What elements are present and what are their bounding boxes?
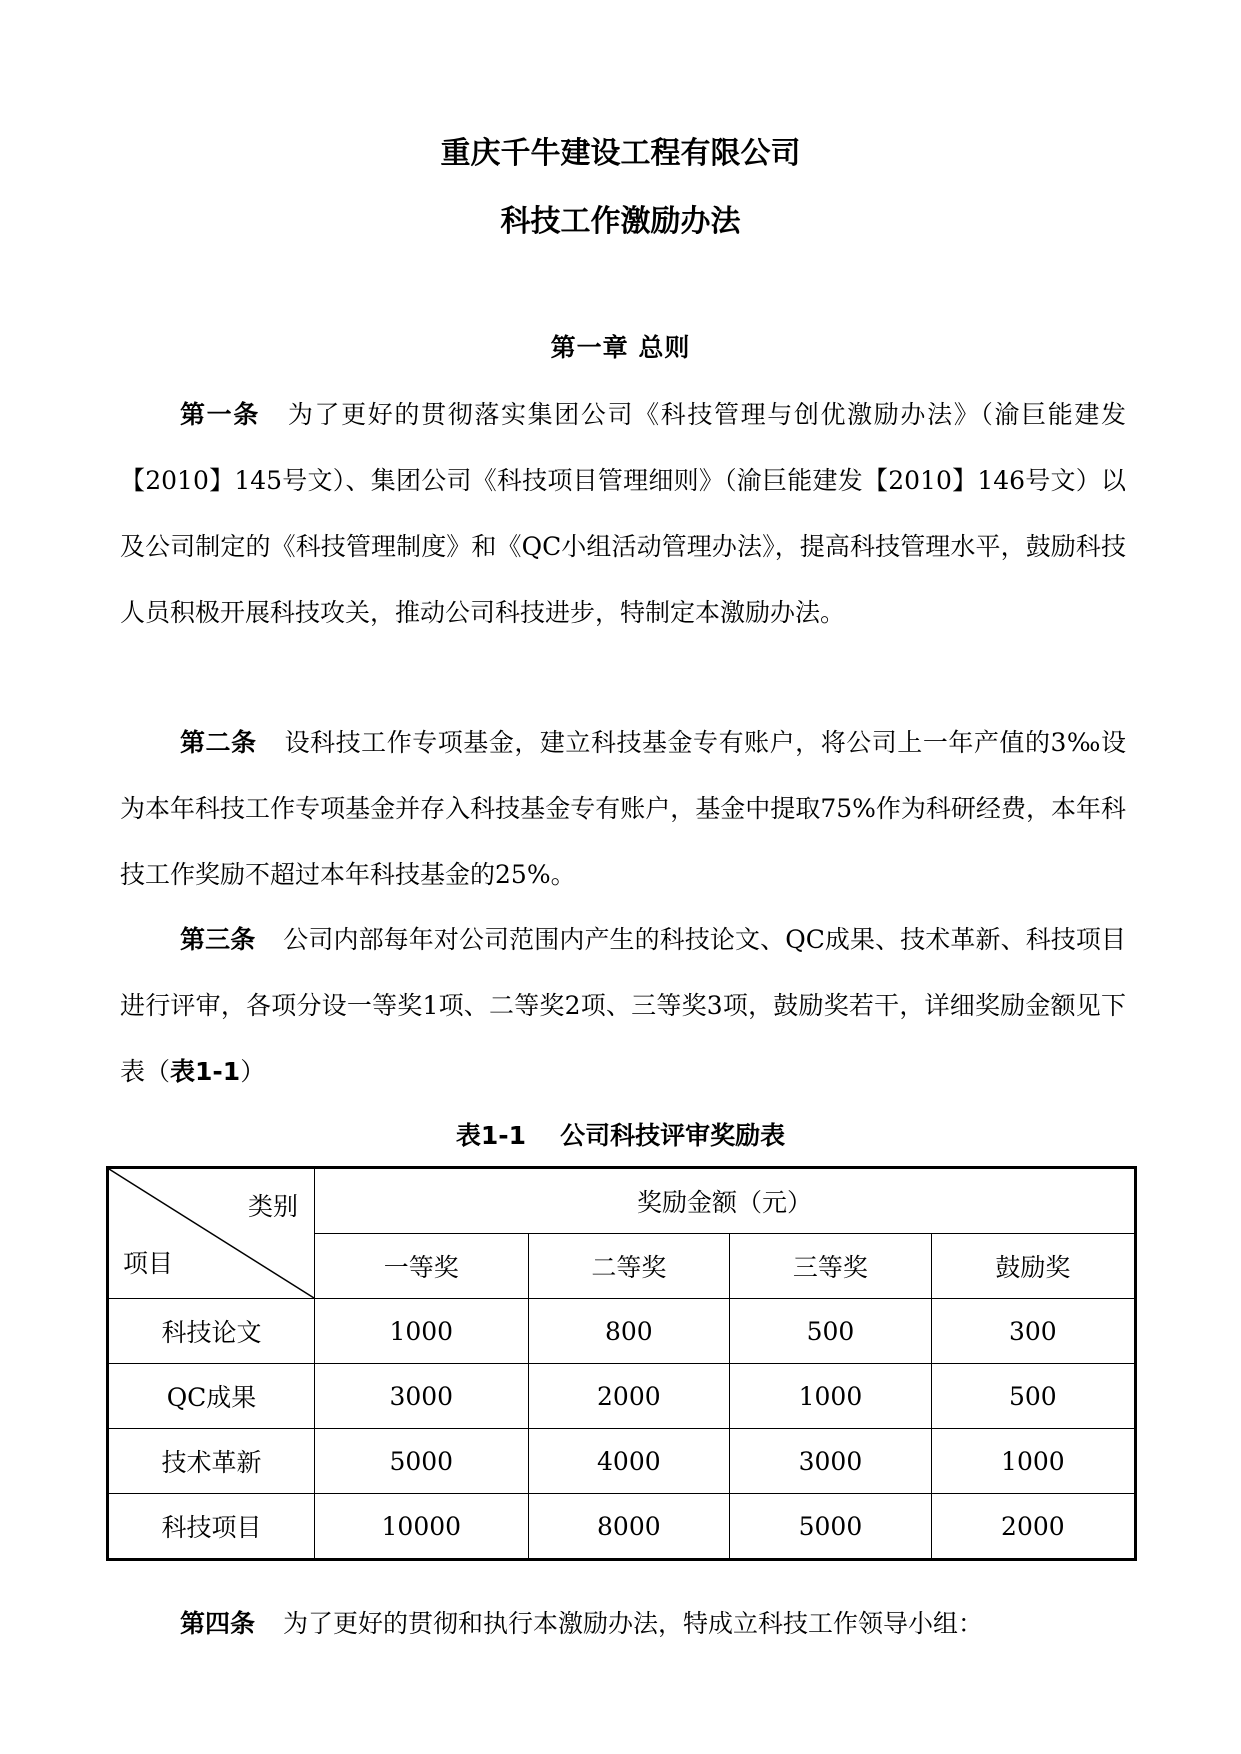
table-row [108, 1429, 1136, 1494]
table-cell: 8000 [528, 1494, 730, 1560]
award-amount-header: 奖励金额（元） [315, 1168, 1136, 1234]
table-cell: 500 [931, 1364, 1135, 1429]
table-cell: 1000 [931, 1429, 1135, 1494]
article-2 [120, 710, 1126, 908]
diagonal-header-cell [108, 1168, 315, 1299]
article-4 [120, 1591, 1126, 1657]
table-cell: 3000 [730, 1429, 932, 1494]
header-item-label: 项目 [123, 1249, 174, 1278]
row-item-label: 科技项目 [108, 1494, 315, 1560]
article-text: 为了更好的贯彻落实集团公司《科技管理与创优激励办法》（渝巨能建发【2010】145号文）、集团公司《科技项目管理细则》（渝巨能建发【2010】146号文）以及公司制定的《科技管理制度》和《QC小组活动管理办法》，提高科技管理水平，鼓励科技人员积极开展科技攻关，推动公司科技进步，特制定本激励办法。 [120, 400, 1126, 627]
award-table [106, 1166, 1137, 1561]
table-row [108, 1299, 1136, 1364]
table-row [108, 1494, 1136, 1560]
column-header: 二等奖 [528, 1234, 730, 1299]
table-cell: 300 [931, 1299, 1135, 1364]
article-text-end: ） [240, 1057, 266, 1086]
column-header: 三等奖 [730, 1234, 932, 1299]
table-cell: 3000 [315, 1364, 529, 1429]
table-cell: 2000 [528, 1364, 730, 1429]
table-cell: 10000 [315, 1494, 529, 1560]
table-cell: 5000 [315, 1429, 529, 1494]
table-caption-number: 表1-1 [455, 1121, 527, 1150]
table-cell: 1000 [730, 1364, 932, 1429]
article-3 [120, 907, 1126, 1105]
article-label: 第三条 [180, 925, 256, 954]
document-title: 科技工作激励办法 [500, 204, 741, 239]
row-item-label: 技术革新 [108, 1429, 315, 1494]
table-caption [0, 1116, 1241, 1152]
article-text: 设科技工作专项基金，建立科技基金专有账户，将公司上一年产值的3‰设为本年科技工作专项基金并存入科技基金专有账户，基金中提取75%作为科研经费，本年科技工作奖励不超过本年科技基金的25%。 [120, 728, 1126, 889]
table-cell: 1000 [315, 1299, 529, 1364]
article-text: 为了更好的贯彻和执行本激励办法，特成立科技工作领导小组： [283, 1609, 984, 1638]
column-header: 鼓励奖 [931, 1234, 1135, 1299]
table-header-row [108, 1168, 1136, 1234]
table-caption-title: 公司科技评审奖励表 [560, 1121, 786, 1150]
article-label: 第二条 [180, 728, 257, 757]
article-label: 第四条 [180, 1609, 256, 1638]
table-cell: 800 [528, 1299, 730, 1364]
table-cell: 500 [730, 1299, 932, 1364]
table-cell: 4000 [528, 1429, 730, 1494]
article-text: 公司内部每年对公司范围内产生的科技论文、QC成果、技术革新、科技项目进行评审，各项分设一等奖1项、二等奖2项、三等奖3项，鼓励奖若干，详细奖励金额见下表（ [120, 925, 1126, 1086]
column-header: 一等奖 [315, 1234, 529, 1299]
article-label: 第一条 [180, 400, 260, 429]
table-cell: 2000 [931, 1494, 1135, 1560]
chapter-heading: 第一章 总则 [550, 333, 691, 362]
company-title: 重庆千牛建设工程有限公司 [440, 136, 801, 171]
article-1 [120, 382, 1126, 646]
table-row [108, 1364, 1136, 1429]
row-item-label: QC成果 [108, 1364, 315, 1429]
row-item-label: 科技论文 [108, 1299, 315, 1364]
table-reference: 表1-1 [170, 1057, 241, 1086]
header-category-label: 类别 [247, 1192, 298, 1221]
table-cell: 5000 [730, 1494, 932, 1560]
